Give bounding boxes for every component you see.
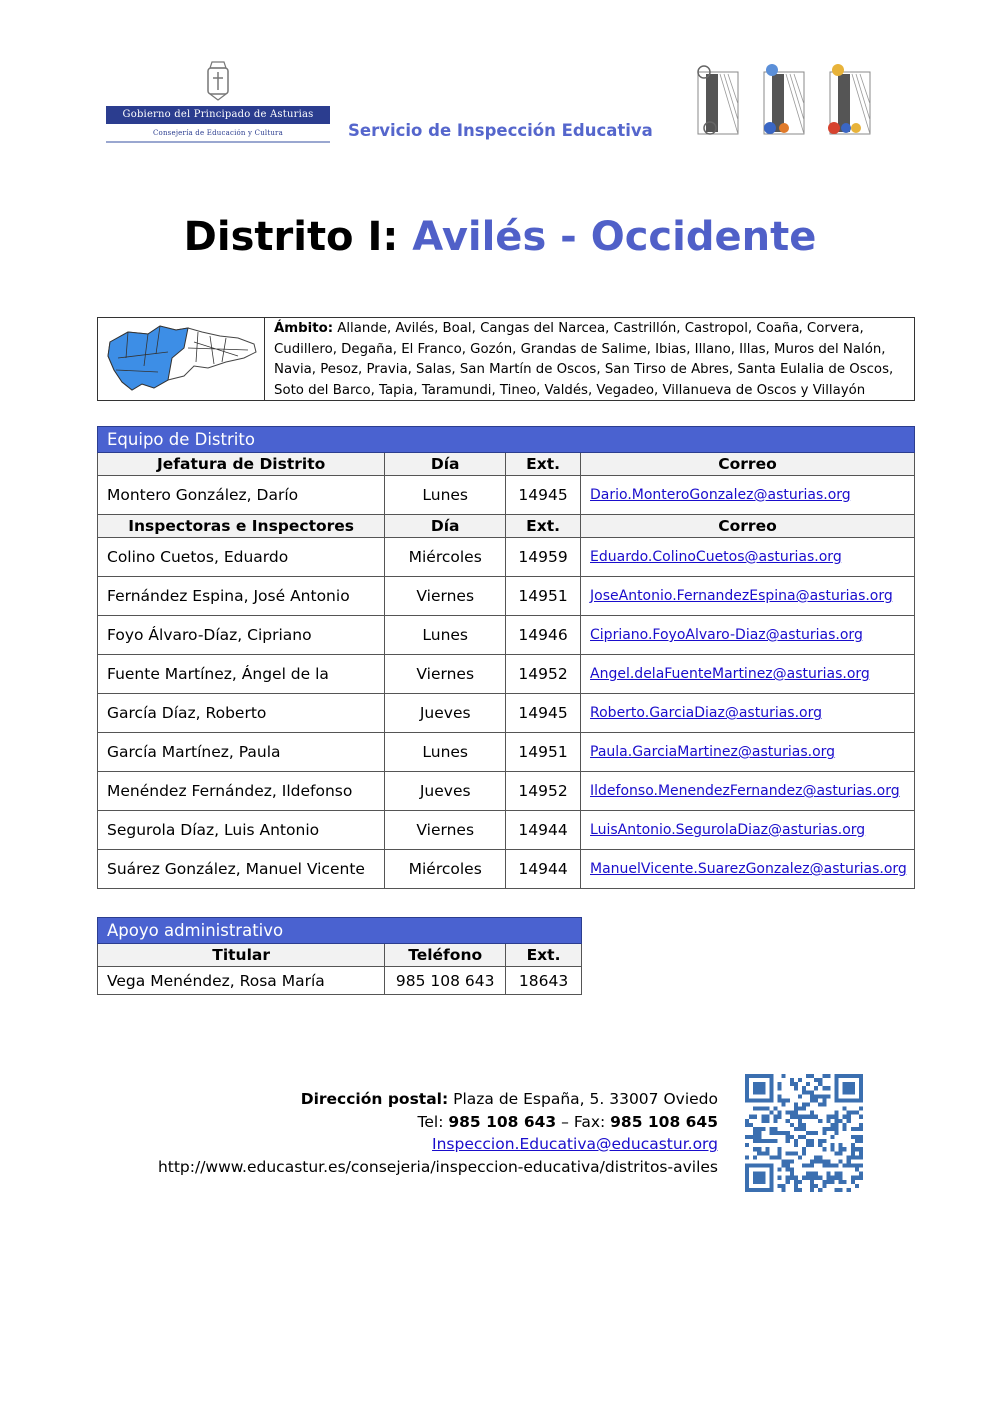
person-day: Miércoles — [385, 850, 506, 889]
person-name: Segurola Díaz, Luis Antonio — [98, 811, 385, 850]
email-link[interactable]: ManuelVicente.SuarezGonzalez@asturias.org — [590, 861, 907, 877]
table-row — [98, 772, 915, 811]
person-name: García Díaz, Roberto — [98, 694, 385, 733]
admin-name: Vega Menéndez, Rosa María — [98, 967, 385, 995]
ambito-box — [97, 317, 915, 401]
admin-column-headers — [98, 944, 582, 967]
person-ext: 14946 — [506, 616, 581, 655]
table-row — [98, 616, 915, 655]
person-ext: 14944 — [506, 850, 581, 889]
email-line — [100, 1133, 718, 1156]
person-day: Lunes — [385, 616, 506, 655]
ambito-municipalities: Allande, Avilés, Boal, Cangas del Narcea, Castrillón, Castropol, Coaña, Corvera, Cudillero, Degaña, El Franco, Gozón, Grandas de Salime, Ibias, Illano, Illas, Muros del Nalón, Navia, Pesoz, Pravia, Salas, San Martín de Oscos, San Tirso de Abres, Santa Eulalia de Oscos, Soto del Barco, Tapia, Taramundi, Tineo, Valdés, Vegadeo, Villanueva de Oscos y Villayón — [274, 321, 894, 398]
phone-line — [100, 1111, 718, 1134]
admin-table — [97, 917, 582, 995]
person-day: Jueves — [385, 694, 506, 733]
email-link[interactable]: Angel.delaFuenteMartinez@asturias.org — [590, 666, 870, 682]
admin-ext: 18643 — [506, 967, 582, 995]
admin-phone: 985 108 643 — [385, 967, 506, 995]
person-day: Lunes — [385, 733, 506, 772]
person-ext: 14944 — [506, 811, 581, 850]
col-head-email: Correo — [581, 453, 915, 476]
table-row — [98, 811, 915, 850]
service-title: Servicio de Inspección Educativa — [348, 121, 653, 140]
person-name: Suárez González, Manuel Vicente — [98, 850, 385, 889]
tel-label: Tel: — [417, 1112, 449, 1131]
person-ext: 14945 — [506, 694, 581, 733]
email-link[interactable]: Dario.MonteroGonzalez@asturias.org — [590, 487, 851, 503]
inspectors-column-headers — [98, 515, 915, 538]
table-row — [98, 967, 582, 995]
team-section-title: Equipo de Distrito — [98, 427, 915, 453]
person-day: Miércoles — [385, 538, 506, 577]
person-email-cell — [581, 772, 915, 811]
email-link[interactable]: LuisAntonio.SegurolaDiaz@asturias.org — [590, 822, 866, 838]
person-ext: 14945 — [506, 476, 581, 515]
person-day: Viernes — [385, 655, 506, 694]
person-email-cell — [581, 694, 915, 733]
person-email-cell — [581, 811, 915, 850]
table-row — [98, 850, 915, 889]
person-email-cell — [581, 850, 915, 889]
qr-code-icon[interactable] — [745, 1074, 863, 1192]
table-row — [98, 538, 915, 577]
person-email-cell — [581, 616, 915, 655]
person-ext: 14959 — [506, 538, 581, 577]
table-row — [98, 694, 915, 733]
person-name: Montero González, Darío — [98, 476, 385, 515]
table-row — [98, 476, 915, 515]
person-ext: 14952 — [506, 655, 581, 694]
email-link[interactable]: Ildefonso.MenendezFernandez@asturias.org — [590, 783, 900, 799]
person-ext: 14951 — [506, 577, 581, 616]
person-email-cell — [581, 476, 915, 515]
person-email-cell — [581, 655, 915, 694]
person-ext: 14952 — [506, 772, 581, 811]
person-name: Colino Cuetos, Eduardo — [98, 538, 385, 577]
col-head-ext: Ext. — [506, 453, 581, 476]
inspection-logo — [686, 60, 886, 146]
logo-letter-3 — [828, 64, 870, 134]
person-name: Menéndez Fernández, Ildefonso — [98, 772, 385, 811]
col-head-name: Jefatura de Distrito — [98, 453, 385, 476]
page-title — [0, 214, 1000, 260]
person-name: García Martínez, Paula — [98, 733, 385, 772]
head-column-headers — [98, 453, 915, 476]
ambito-text — [274, 319, 906, 401]
tel-number: 985 108 643 — [448, 1112, 557, 1131]
table-row — [98, 655, 915, 694]
person-day: Jueves — [385, 772, 506, 811]
title-area: Avilés - Occidente — [412, 214, 817, 260]
email-link[interactable]: Cipriano.FoyoAlvaro-Diaz@asturias.org — [590, 627, 863, 643]
crest-icon — [204, 60, 232, 102]
district-map-icon — [98, 318, 265, 400]
person-day: Viernes — [385, 577, 506, 616]
gov-name: Gobierno del Principado de Asturias — [106, 106, 330, 124]
col-insp-day: Día — [385, 515, 506, 538]
government-logo — [106, 60, 330, 148]
logo-rule — [106, 141, 330, 143]
person-name: Fernández Espina, José Antonio — [98, 577, 385, 616]
title-district: Distrito I: — [183, 214, 413, 260]
person-day: Viernes — [385, 811, 506, 850]
url-line — [100, 1156, 718, 1179]
footer-url[interactable]: http://www.educastur.es/consejeria/inspeccion-educativa/distritos-aviles — [157, 1157, 718, 1176]
ambito-label: Ámbito: — [274, 321, 334, 336]
person-email-cell — [581, 577, 915, 616]
person-email-cell — [581, 733, 915, 772]
footer-email-link[interactable]: Inspeccion.Educativa@educastur.org — [432, 1135, 718, 1153]
person-name: Foyo Álvaro-Díaz, Cipriano — [98, 616, 385, 655]
col-insp-email: Correo — [581, 515, 915, 538]
admin-section-title: Apoyo administrativo — [98, 918, 582, 944]
person-day: Lunes — [385, 476, 506, 515]
team-section-header — [98, 427, 915, 453]
admin-section-header — [98, 918, 582, 944]
table-row — [98, 577, 915, 616]
fax-label: – Fax: — [556, 1112, 611, 1131]
table-row — [98, 733, 915, 772]
address-line — [100, 1088, 718, 1111]
footer-contact — [100, 1088, 718, 1178]
fax-number: 985 108 645 — [610, 1112, 718, 1131]
col-admin-name: Titular — [98, 944, 385, 967]
person-name: Fuente Martínez, Ángel de la — [98, 655, 385, 694]
email-link[interactable]: Eduardo.ColinoCuetos@asturias.org — [590, 549, 842, 565]
logo-letter-2 — [764, 64, 804, 134]
gov-dept: Consejería de Educación y Cultura — [153, 129, 283, 137]
col-insp-ext: Ext. — [506, 515, 581, 538]
col-head-day: Día — [385, 453, 506, 476]
logo-letter-1 — [698, 66, 738, 134]
address-label: Dirección postal: — [300, 1090, 449, 1108]
col-admin-ext: Ext. — [506, 944, 582, 967]
address-text: Plaza de España, 5. 33007 Oviedo — [448, 1090, 718, 1108]
col-insp-name: Inspectoras e Inspectores — [98, 515, 385, 538]
team-table — [97, 426, 915, 889]
person-email-cell — [581, 538, 915, 577]
email-link[interactable]: Roberto.GarciaDiaz@asturias.org — [590, 705, 822, 721]
email-link[interactable]: Paula.GarciaMartinez@asturias.org — [590, 744, 836, 760]
col-admin-phone: Teléfono — [385, 944, 506, 967]
email-link[interactable]: JoseAntonio.FernandezEspina@asturias.org — [590, 588, 893, 604]
person-ext: 14951 — [506, 733, 581, 772]
